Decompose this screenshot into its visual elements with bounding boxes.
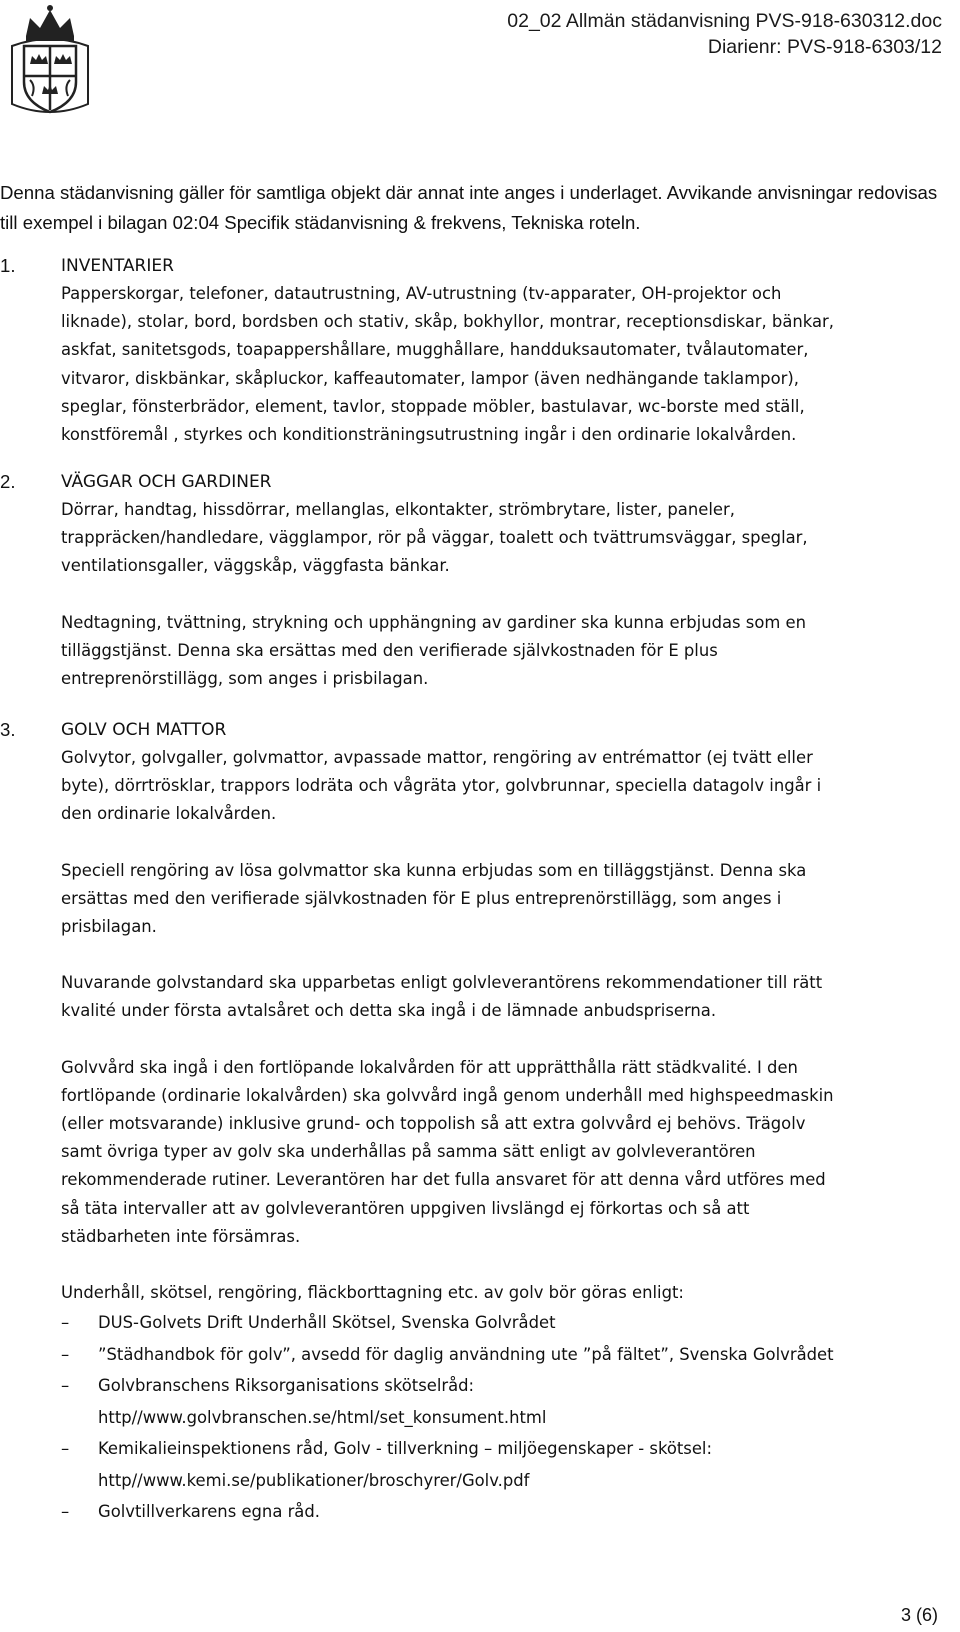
document-filename: 02_02 Allmän städanvisning PVS-918-630312.doc bbox=[507, 10, 942, 32]
section-heading bbox=[0, 468, 950, 496]
section-golv-och-mattor bbox=[0, 716, 950, 1528]
section-vaggar-och-gardiner bbox=[0, 468, 950, 693]
crest-icon bbox=[6, 2, 94, 120]
list-item bbox=[61, 1496, 950, 1528]
section-paragraph: Speciell rengöring av lösa golvmattor ska kunna erbjudas som en tilläggstjänst. Denna ska ersättas med den verifierade självkostnaden för E plus entreprenörstillägg, som anges i prisbilagan. bbox=[61, 860, 807, 937]
dash-bullet: – bbox=[61, 1313, 70, 1333]
list-item bbox=[61, 1433, 950, 1496]
section-paragraph: Golvytor, golvgaller, golvmattor, avpassade mattor, rengöring av entrémattor (ej tvätt eller byte), dörrtrösklar, trappors lodräta och vågräta ytor, golvbrunnar, speciella datagolv ingår i den ordinarie lokalvården. bbox=[61, 748, 822, 824]
list-item-text: Golvbranschens Riksorganisations skötselråd: http//www.golvbranschen.se/html/set_konsument.html bbox=[98, 1376, 547, 1427]
list-item-text: Kemikalieinspektionens råd, Golv - tillverkning – miljöegenskaper - skötsel: http//www.kemi.se/publikationer/broschyrer/Golv.pdf bbox=[98, 1439, 712, 1490]
section-inventarier bbox=[0, 252, 950, 449]
list-item bbox=[61, 1370, 950, 1433]
page-number: 3 (6) bbox=[900, 1605, 938, 1625]
list-item-text: ”Städhandbok för golv”, avsedd för daglig användning ute ”på fältet”, Svenska Golvrådet bbox=[98, 1344, 834, 1364]
section-paragraph: Nedtagning, tvättning, strykning och upphängning av gardiner ska kunna erbjudas som en tilläggstjänst. Denna ska ersättas med den verifierade självkostnaden för E plus entreprenörstillägg, som anges i prisbilagan. bbox=[61, 612, 807, 689]
section-number: 1. bbox=[0, 255, 16, 276]
section-number: 2. bbox=[0, 471, 16, 492]
section-title: INVENTARIER bbox=[61, 256, 174, 276]
section-heading bbox=[0, 716, 950, 744]
section-title: GOLV OCH MATTOR bbox=[61, 720, 227, 740]
section-paragraph: Golvvård ska ingå i den fortlöpande lokalvården för att upprätthålla rätt städkvalité. I den fortlöpande (ordinarie lokalvården) ska golvvård ingå genom underhåll med highspeedmaskin (eller motsvarande) inklusive grund- och toppolish så att extra golvvård ej behövs. Trägolv samt övriga typer av golv ska underhållas på samma sätt enligt av golvleverantören rekommenderade rutiner. Leverantören har det fulla ansvaret för att denna vård utföres med så täta intervaller att av golvleverantören uppgiven livslängd ej förkortas och så att städbarheten inte försämras. bbox=[61, 1057, 834, 1246]
intro-paragraph: Denna städanvisning gäller för samtliga objekt där annat inte anges i underlaget. Avvikande anvisningar redovisas till exempel i bilagan 02:04 Specifik städanvisning & frekvens, Tekniska roteln. bbox=[0, 182, 938, 233]
list-item-text: Golvtillverkarens egna råd. bbox=[98, 1502, 320, 1522]
section-paragraph: Nuvarande golvstandard ska upparbetas enligt golvleverantörens rekommendationer till rätt kvalité under första avtalsåret och detta ska ingå i de lämnade anbudspriserna. bbox=[61, 973, 823, 1021]
diarienr: Diarienr: PVS-918-6303/12 bbox=[707, 36, 942, 58]
list-item bbox=[61, 1339, 950, 1371]
dash-bullet: – bbox=[61, 1439, 70, 1459]
list-intro: Underhåll, skötsel, rengöring, fläckborttagning etc. av golv bör göras enligt: bbox=[61, 1283, 684, 1303]
coat-of-arms-logo bbox=[6, 2, 94, 120]
section-paragraph: Papperskorgar, telefoner, datautrustning, AV-utrustning (tv-apparater, OH-projektor och liknade), stolar, bord, bordsben och stativ, skåp, bokhyllor, montrar, receptionsdiskar, bänkar, askfat, sanitetsgods, toapappershållare, mugghållare, handduksautomater, tvålautomater, vitvaror, diskbänkar, skåpluckor, kaffeautomater, lampor (även nedhängande taklampor), speglar, fönsterbrädor, element, tavlor, stoppade möbler, bastulavar, wc-borste med ställ, konstföremål , styrkes och konditionsträningsutrustning ingår i den ordinarie lokalvården. bbox=[61, 284, 834, 445]
dash-bullet: – bbox=[61, 1376, 70, 1396]
section-number: 3. bbox=[0, 719, 16, 740]
section-title: VÄGGAR OCH GARDINER bbox=[61, 472, 272, 492]
list-item-text: DUS-Golvets Drift Underhåll Skötsel, Svenska Golvrådet bbox=[98, 1313, 556, 1333]
list-item bbox=[61, 1307, 950, 1339]
reference-list bbox=[61, 1307, 950, 1528]
dash-bullet: – bbox=[61, 1344, 70, 1364]
dash-bullet: – bbox=[61, 1502, 70, 1522]
section-paragraph: Dörrar, handtag, hissdörrar, mellanglas, elkontakter, strömbrytare, lister, paneler, trappräcken/handledare, vägglampor, rör på väggar, toalett och tvättrumsväggar, speglar, ventilationsgaller, väggskåp, väggfasta bänkar. bbox=[61, 500, 808, 576]
document-header bbox=[507, 8, 942, 60]
section-heading bbox=[0, 252, 950, 280]
